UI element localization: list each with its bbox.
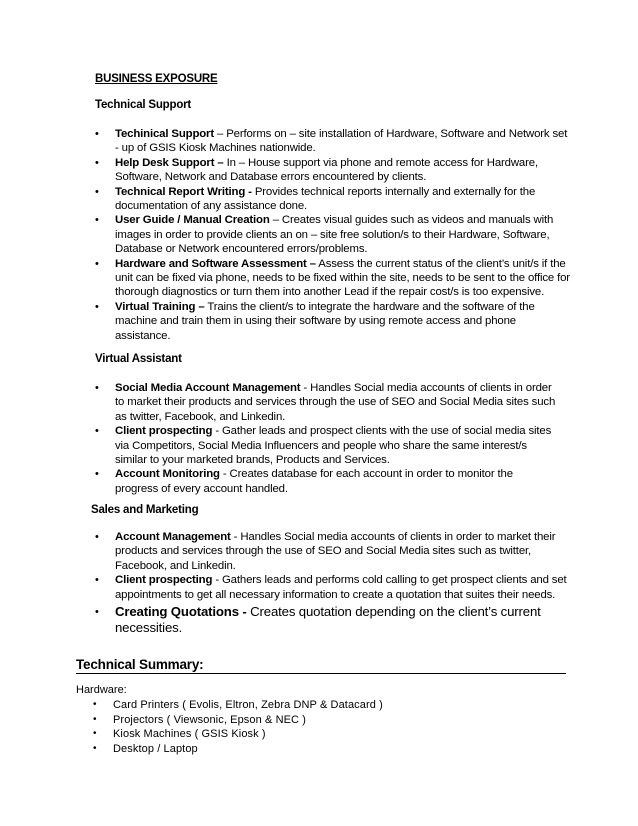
sales-marketing-heading: Sales and Marketing bbox=[91, 504, 199, 516]
list-item: • Account Monitoring - Creates database for each account in order to monitor the progress of every account handled. bbox=[95, 468, 513, 495]
bullet-icon: • bbox=[93, 699, 97, 710]
bullet-icon: • bbox=[95, 468, 99, 481]
list-item: • Help Desk Support – In – House support via phone and remote access for Hardware, Software, Network and Database errors encountered by clients. bbox=[95, 156, 538, 184]
bullet-icon: • bbox=[93, 742, 97, 754]
hardware-list bbox=[93, 698, 383, 756]
bullet-icon: • bbox=[95, 382, 99, 394]
list-item: • Card Printers ( Evolis, Eltron, Zebra DNP & Datacard ) bbox=[93, 699, 383, 711]
business-exposure-heading: BUSINESS EXPOSURE bbox=[95, 73, 218, 85]
section-divider bbox=[76, 673, 566, 674]
list-item: • Client prospecting - Gathers leads and performs cold calling to get prospect clients and set appointments to get all necessary information to create a quotation that suites their needs. bbox=[95, 574, 567, 601]
sales-marketing-list bbox=[95, 530, 570, 636]
list-item: • Projectors ( Viewsonic, Epson & NEC ) bbox=[93, 713, 307, 726]
list-item: • User Guide / Manual Creation – Creates visual guides such as videos and manuals with images in order to provide clients an on – site free solution/s to their Hardware, Software, Database or Network encountered errors/problems. bbox=[95, 214, 554, 256]
list-item: • Virtual Training – Trains the client/s to integrate the hardware and the software of the machine and train them in using their software by using remote access and phone assistance. bbox=[95, 300, 535, 342]
list-item: • Kiosk Machines ( GSIS Kiosk ) bbox=[93, 728, 266, 740]
bullet-icon: • bbox=[95, 531, 99, 543]
list-item: • Account Management - Handles Social media accounts of clients in order to market their products and services through the use of SEO and Social Media sites such as twitter, Facebook, and Linkedin. bbox=[95, 531, 556, 572]
virtual-assistant-heading: Virtual Assistant bbox=[95, 353, 182, 365]
bullet-icon: • bbox=[95, 185, 99, 198]
list-item: • Hardware and Software Assessment – Assess the current status of the client’s unit/s if the unit can be fixed via phone, needs to be fixed within the site, needs to be sent to the office for thorough diagnostics or turn them into another Lead if the repair cost/s is too expensive. bbox=[95, 257, 570, 299]
technical-support-list bbox=[95, 127, 570, 343]
bullet-icon: • bbox=[95, 128, 99, 140]
technical-summary-heading: Technical Summary: bbox=[76, 657, 204, 672]
list-item: • Social Media Account Management - Handles Social media accounts of clients in order to market their products and services through the use of SEO and Social Media sites such as twitter, Facebook, and Linkedin. bbox=[95, 382, 556, 423]
list-item: • Techinical Support – Performs on – site installation of Hardware, Software and Network set - up of GSIS Kiosk Machines nationwide. bbox=[95, 128, 568, 155]
virtual-assistant-list bbox=[95, 381, 557, 496]
bullet-icon: • bbox=[95, 156, 99, 169]
hardware-label: Hardware: bbox=[76, 684, 127, 696]
bullet-icon: • bbox=[95, 574, 99, 587]
bullet-icon: • bbox=[95, 257, 99, 270]
bullet-icon: • bbox=[95, 300, 99, 313]
list-item: • Technical Report Writing - Provides technical reports internally and externally for the documentation of any assistance done. bbox=[95, 185, 536, 213]
list-item: • Creating Quotations - Creates quotation depending on the client’s current necessities. bbox=[95, 604, 541, 636]
bullet-icon: • bbox=[95, 425, 99, 438]
bullet-icon: • bbox=[93, 728, 97, 739]
list-item: • Desktop / Laptop bbox=[93, 742, 198, 755]
list-item: • Client prospecting - Gather leads and prospect clients with the use of social media sites via Competitors, Social Media Influencers and people who share the same interest/s similar to your marketed brands, Products and Services. bbox=[95, 425, 552, 467]
bullet-icon: • bbox=[95, 606, 99, 619]
bullet-icon: • bbox=[95, 214, 99, 227]
technical-support-heading: Technical Support bbox=[95, 99, 192, 111]
bullet-icon: • bbox=[93, 713, 97, 725]
